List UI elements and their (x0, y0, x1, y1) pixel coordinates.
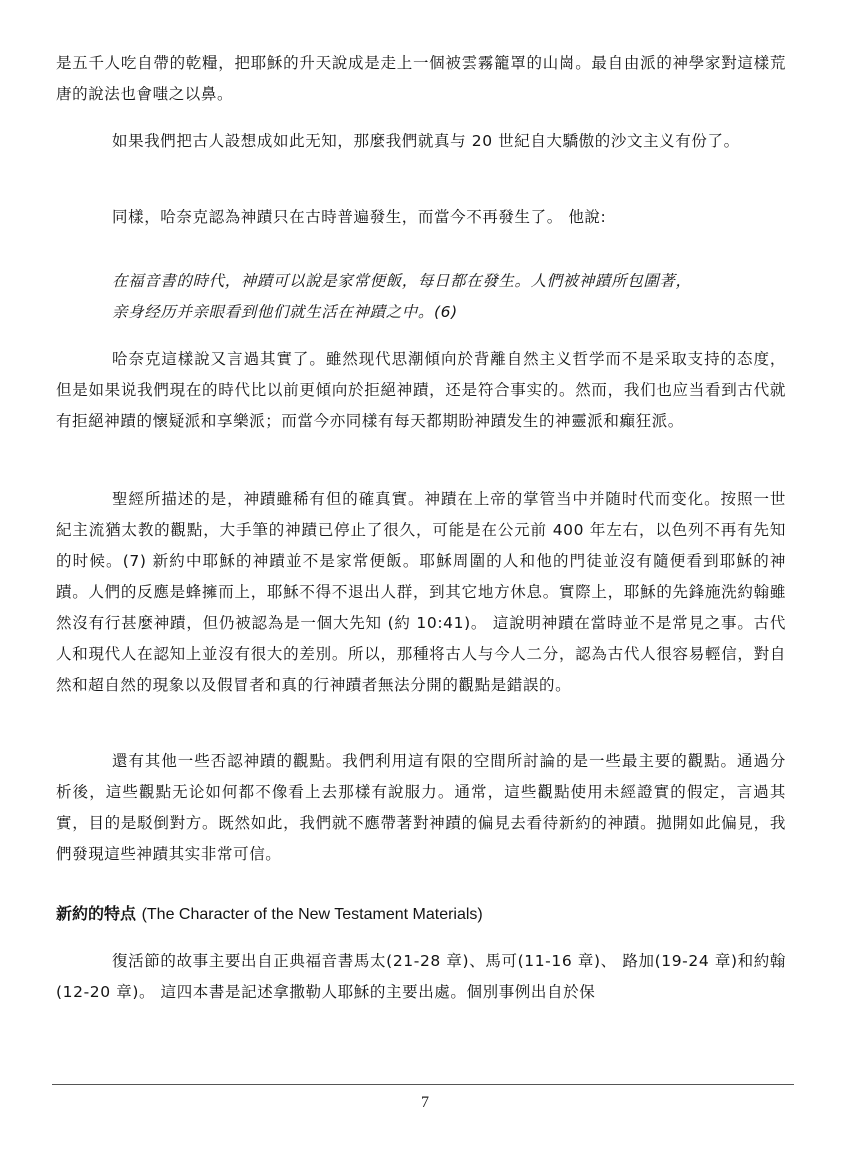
section-heading (56, 898, 786, 930)
block-quote (112, 266, 772, 328)
quote-line-2: 亲身经历并亲眼看到他们就生活在神蹟之中。(6) (112, 303, 458, 321)
quote-line-1: 在福音書的時代，神蹟可以說是家常便飯，每日都在發生。人們被神蹟所包圍著， (112, 272, 692, 290)
paragraph-5: 聖經所描述的是，神蹟雖稀有但的確真實。神蹟在上帝的掌管当中并随时代而变化。按照一世紀主流猶太教的觀點，大手筆的神蹟已停止了很久，可能是在公元前 400 年左右，以色列不再有先知的时候。(7) 新約中耶穌的神蹟並不是家常便飯。耶穌周圍的人和他的門徒並沒有隨便看到耶穌的神蹟。人們的反應是蜂擁而上，耶穌不得不退出人群，到其它地方休息。實際上，耶穌的先鋒施洗約翰雖然沒有行甚麼神蹟，但仍被認為是一個大先知 (約 10:41)。 這說明神蹟在當時並不是常見之事。古代人和現代人在認知上並沒有很大的差別。所以，那種将古人与今人二分，認為古代人很容易輕信，對自然和超自然的現象以及假冒者和真的行神蹟者無法分開的觀點是錯誤的。 (56, 490, 786, 694)
footer-rule (52, 1084, 794, 1085)
page-number: 7 (421, 1094, 429, 1111)
paragraph-6: 還有其他一些否認神蹟的觀點。我們利用這有限的空間所討論的是一些最主要的觀點。通過分析後，這些觀點无论如何都不像看上去那樣有說服力。通常，這些觀點使用未經證實的假定，言過其實，目的是駁倒對方。既然如此，我們就不應帶著對神蹟的偏見去看待新約的神蹟。拋開如此偏見，我們發現這些神蹟其实非常可信。 (56, 752, 786, 863)
paragraph-3: 同樣，哈奈克認為神蹟只在古時普遍發生，而當今不再發生了。 他說: (112, 208, 607, 226)
paragraph-4: 哈奈克這樣說又言過其實了。雖然现代思潮傾向於背離自然主义哲学而不是采取支持的态度，但是如果说我們現在的時代比以前更傾向於拒絕神蹟，还是符合事实的。然而，我们也应当看到古代就有拒絕神蹟的懷疑派和享樂派；而當今亦同樣有每天都期盼神蹟发生的神靈派和癲狂派。 (56, 350, 786, 430)
paragraph-1: 是五千人吃自帶的乾糧，把耶穌的升天說成是走上一個被雲霧籠罩的山崗。最自由派的神學家對這樣荒唐的說法也會嗤之以鼻。 (56, 54, 786, 103)
paragraph-7: 復活節的故事主要出自正典福音書馬太(21-28 章)、馬可(11-16 章)、 路加(19-24 章)和約翰(12-20 章)。 這四本書是記述拿撒勒人耶穌的主要出處。個別事例出自於保 (56, 952, 786, 1001)
section-heading-en: (The Character of the New Testament Materials) (141, 906, 483, 923)
paragraph-2: 如果我們把古人設想成如此无知，那麼我們就真与 20 世紀自大驕傲的沙文主义有份了。 (112, 132, 740, 150)
section-heading-zh: 新約的特点 (56, 904, 142, 923)
